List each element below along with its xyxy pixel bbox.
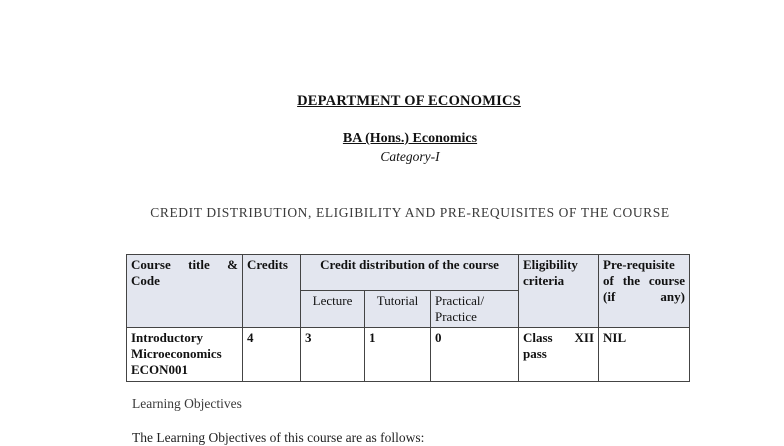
header-credit-distribution: Credit distribution of the course <box>301 255 519 291</box>
cell-credits: 4 <box>243 328 301 382</box>
header-eligibility: Eligibility criteria <box>519 255 599 328</box>
cell-prerequisite: NIL <box>599 328 690 382</box>
header-credits: Credits <box>243 255 301 328</box>
department-title: DEPARTMENT OF ECONOMICS <box>297 93 521 109</box>
cell-course: Introductory Microeconomics ECON001 <box>127 328 243 382</box>
section-heading: CREDIT DISTRIBUTION, ELIGIBILITY AND PRE-REQUISITES OF THE COURSE <box>150 205 670 220</box>
header-tutorial: Tutorial <box>365 291 431 328</box>
cell-practical: 0 <box>431 328 519 382</box>
cell-tutorial: 1 <box>365 328 431 382</box>
header-course-title: Course title & Code <box>127 255 243 328</box>
category-label: Category-I <box>380 149 440 164</box>
credit-distribution-table <box>126 254 690 382</box>
cell-eligibility: Class XII pass <box>519 328 599 382</box>
header-lecture: Lecture <box>301 291 365 328</box>
header-practical: Practical/ Practice <box>431 291 519 328</box>
learning-objectives-heading: Learning Objectives <box>132 396 242 411</box>
header-prerequisite: Pre-requisite of the course (if any) <box>599 255 690 328</box>
learning-objectives-intro: The Learning Objectives of this course are as follows: <box>132 430 425 445</box>
table-row <box>127 328 690 382</box>
cell-lecture: 3 <box>301 328 365 382</box>
program-title: BA (Hons.) Economics <box>342 131 478 146</box>
